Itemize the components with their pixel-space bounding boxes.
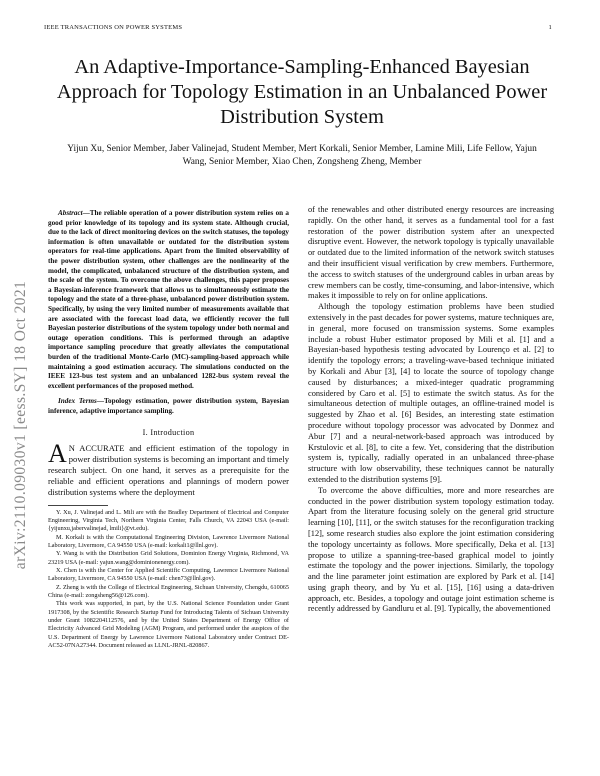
footnote-affiliation: Y. Xu, J. Valinejad and L. Mili are with the Bradley Department of Electrical and Computer Engineering, Virginia Tech, Northern Virginia Center, Falls Church, VA 22043 USA (e-mail: {yijunxu,jabervalinejad, lmili}@vt.edu).: [48, 508, 289, 533]
body-paragraph: of the renewables and other distributed energy resources are increasing rapidly. On the other hand, it serves as a fundamental tool for a fast restoration of the power distribution system after an unexpected disruptive event. However, the network topology is typically unavailable or outdated due to the limited information of the network switch statuses and their insufficient visual verification by crew members. Furthermore, the access to switch statuses of the underground cables in urban areas by crew members can be costly, time-consuming, and labor-intensive, which makes it impossible to rely on for online applications.: [308, 205, 554, 301]
abstract-text: —The reliable operation of a power distribution system relies on a good prior knowledge of its topology and its system state. Although crucial, due to the lack of direct monitoring devices on the switch statuses, the topology information is often unavailable or outdated for the distribution system operators for real-time applications. Apart from the limited observability of the power distribution system, other challenges are the nonlinearity of the model, the complicated, unbalanced structure of the distribution system, and the scale of the system. To overcome the above challenges, this paper proposes a Bayesian-inference framework that allows us to simultaneously estimate the topology and the state of a three-phase, unbalanced power distribution system. Specifically, by using the very limited number of measurements available that are associated with the forecast load data, we efficiently recover the full Bayesian posterior distributions of the system topology under both normal and outage operation conditions. This is performed through an adaptive importance sampling procedure that greatly alleviates the computational burden of the traditional Monte-Carlo (MC)-sampling-based approach while maintaining a good estimation accuracy. The simulations conducted on the IEEE 123-bus test system and an unbalanced 1282-bus system reveal the excellent performances of the proposed method.: [48, 209, 289, 390]
index-terms-label: Index Terms: [58, 397, 97, 406]
footnote-affiliation: X. Chen is with the Center for Applied Scientific Computing, Lawrence Livermore National Laboratory, Livermore, CA 94550 USA (e-mail: chen73@llnl.gov).: [48, 566, 289, 583]
footnote-affiliation: Y. Wang is with the Distribution Grid Solutions, Dominion Energy Virginia, Richmond, VA 23219 USA (e-mail: yajun.wang@dominionenergy.com).: [48, 550, 289, 566]
abstract: [48, 209, 289, 391]
author-list: Yijun Xu, Senior Member, Jaber Valinejad, Student Member, Mert Korkali, Senior Member, Lamine Mili, Life Fellow, Yajun Wang, Senior Member, Xiao Chen, Zongsheng Zheng, Member: [67, 144, 537, 167]
left-column: [48, 206, 289, 650]
footnote-affiliation: M. Korkali is with the Computational Engineering Division, Lawrence Livermore National Laboratory, Livermore, CA 94550 USA (e-mail: korkali1@llnl.gov).: [48, 533, 289, 549]
running-head: [44, 24, 552, 31]
footnote-funding: This work was supported, in part, by the U.S. National Science Foundation under Grant 1917308, by the Scientific Research Startup Fund for Introducing Talents of Sichuan University under Grant 1082204112576, and by the United States Department of Energy Office of Electricity Advanced Grid Modeling (AGM) Program, and performed under the auspices of the U.S. Department of Energy by Lawrence Livermore National Laboratory under Contract DE-AC52-07NA27344. Document released as LLNL-JRNL-820867.: [48, 600, 289, 650]
page-number: 1: [548, 24, 552, 31]
footnote-affiliation: Z. Zheng is with the College of Electrical Engineering, Sichuan University, Chengdu, 610065 China (e-mail: zongsheng56@126.com).: [48, 583, 289, 599]
index-terms: [48, 397, 289, 416]
arxiv-side-stamp: [10, 190, 32, 660]
body-paragraph: Although the topology estimation problems have been studied extensively in the past decades for power systems, mature techniques are, in general, more focused on transmission systems. Some examples include a robust Huber estimator proposed by Mili et al. [1] and a Bayesian-based hypothesis testing advocated by Lourenço et al. [2] to identify the topology errors; a traveling-wave-based technique initiated by Korkali and Abur [3], [4] to locate the source of topology change caused by disturbances; a mixed-integer quadratic programming considered by Caro et al. [5] to estimate the switch status. As for the simultaneous detection of multiple outages, an offline-trained model is suggested by Zhao et al. [6] Besides, an interesting state estimation procedure without topology processor was advocated by Donmez and Abur [7] and a neural-network-based approach was introduced by Krstulovic et al. [8], to cite a few. Yet, considering that the distribution system is, typically, radially operated in an unbalanced three-phase structure with low observability, these techniques cannot be naturally extended to the distribution systems [9].: [308, 302, 554, 484]
arxiv-id: arXiv:2110.09030v1 [eess.SY] 18 Oct 2021: [12, 280, 29, 570]
section-heading-introduction: I. Introduction: [142, 428, 195, 438]
intro-first-words: N ACCURATE: [68, 443, 125, 454]
footnote-rule: [48, 505, 108, 506]
intro-paragraph: [48, 439, 289, 498]
body-paragraph: To overcome the above difficulties, more and more researches are conducted in the power distribution system topology estimation today. Apart from the literature focusing solely on the general grid structure learning [10], [11], or the switch statuses for the reconfiguration tracking [12], some research studies also explore the joint estimation considering the topology uncertainty as follows. More specifically, Deka et al. [13] propose to utilize a spanning-tree-based graphical model to jointly estimate the topology and the power injections. Similarly, the topology and the line parameter joint estimation are explored by Park et al. [14] using graph theory, and by Yu et al. [15], [16] using a data-driven approach, etc. Besides, a topology and outage joint estimation scheme is recently addressed by Gandluru et al. [9]. Typically, the abovementioned: [308, 485, 554, 614]
right-column: [308, 205, 554, 615]
intro-text: and efficient estimation of the topology in power distribution systems is becoming an important and timely research subject. On one hand, it serves as a prerequisite for the reliable and efficient operations and plannings of modern power distribution systems where the deployment: [48, 443, 289, 497]
index-terms-text: —Topology estimation, power distribution system, Bayesian inference, adaptive importance sampling.: [48, 397, 289, 415]
abstract-label: Abstract: [58, 209, 83, 217]
journal-name: IEEE TRANSACTIONS ON POWER SYSTEMS: [44, 24, 183, 31]
paper-title: An Adaptive-Importance-Sampling-Enhanced Bayesian Approach for Topology Estimation in an Unbalanced Power Distribution System: [56, 56, 548, 128]
drop-cap: A: [48, 439, 67, 469]
